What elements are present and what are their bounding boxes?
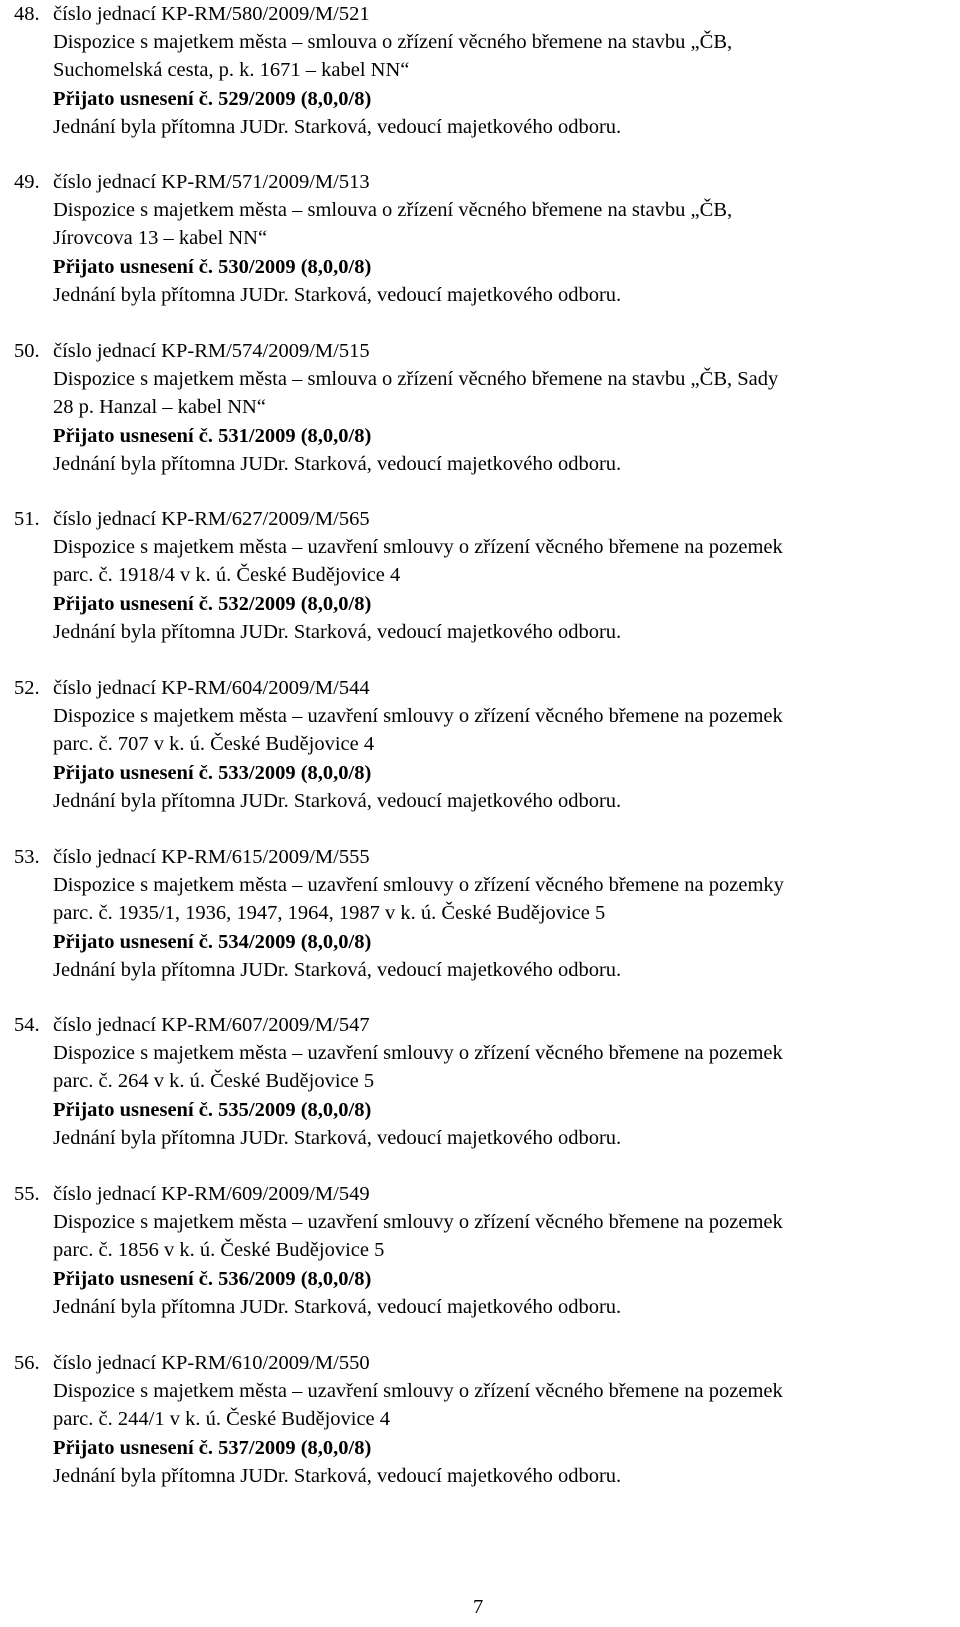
resolution-value: 535/2009 (8,0,0/8) [218, 1098, 372, 1121]
resolution-value: 534/2009 (8,0,0/8) [218, 930, 372, 953]
item-description-line: Dispozice s majetkem města – smlouva o zřízení věcného břemene na stavbu „ČB, [53, 31, 733, 54]
resolution-value: 537/2009 (8,0,0/8) [218, 1436, 372, 1459]
item-description-line: Dispozice s majetkem města – uzavření smlouvy o zřízení věcného břemene na pozemek [53, 1042, 783, 1065]
item-number: 48. [14, 3, 40, 25]
attendance-note: Jednání byla přítomna JUDr. Starková, vedoucí majetkového odboru. [53, 452, 622, 475]
resolution-label: Přijato usnesení č. [53, 930, 213, 953]
item-description-line: Dispozice s majetkem města – uzavření smlouvy o zřízení věcného břemene na pozemek [53, 1380, 783, 1403]
resolution-line [53, 590, 958, 618]
reference-number: číslo jednací KP-RM/607/2009/M/547 [53, 1014, 370, 1036]
resolution-label: Přijato usnesení č. [53, 255, 213, 278]
reference-number: číslo jednací KP-RM/627/2009/M/565 [53, 508, 370, 530]
item-description-line: parc. č. 244/1 v k. ú. České Budějovice 4 [53, 1408, 391, 1431]
resolution-line [53, 928, 958, 956]
attendance-note: Jednání byla přítomna JUDr. Starková, vedoucí majetkového odboru. [53, 1464, 622, 1487]
resolution-line [53, 1265, 958, 1293]
item-description-line: Dispozice s majetkem města – smlouva o zřízení věcného břemene na stavbu „ČB, [53, 199, 733, 222]
attendance-note: Jednání byla přítomna JUDr. Starková, vedoucí majetkového odboru. [53, 789, 622, 812]
attendance-note: Jednání byla přítomna JUDr. Starková, vedoucí majetkového odboru. [53, 1295, 622, 1318]
reference-number: číslo jednací KP-RM/609/2009/M/549 [53, 1183, 370, 1205]
resolution-value: 533/2009 (8,0,0/8) [218, 761, 372, 784]
item-description-line: Dispozice s majetkem města – uzavření smlouvy o zřízení věcného břemene na pozemek [53, 536, 783, 559]
resolution-line [53, 85, 958, 113]
item-description-line: Dispozice s majetkem města – uzavření smlouvy o zřízení věcného břemene na pozemek [53, 1211, 783, 1234]
attendance-note: Jednání byla přítomna JUDr. Starková, vedoucí majetkového odboru. [53, 620, 622, 643]
attendance-note: Jednání byla přítomna JUDr. Starková, vedoucí majetkového odboru. [53, 1126, 622, 1149]
resolution-label: Přijato usnesení č. [53, 761, 213, 784]
item-description-line: Dispozice s majetkem města – smlouva o zřízení věcného břemene na stavbu „ČB, Sady [53, 368, 779, 391]
item-description-line: parc. č. 707 v k. ú. České Budějovice 4 [53, 733, 375, 756]
resolution-line [53, 759, 958, 787]
resolution-line [53, 1096, 958, 1124]
item-number: 51. [14, 508, 40, 530]
resolution-value: 529/2009 (8,0,0/8) [218, 87, 372, 110]
item-description-line: Dispozice s majetkem města – uzavření smlouvy o zřízení věcného břemene na pozemek [53, 705, 783, 728]
resolution-label: Přijato usnesení č. [53, 592, 213, 615]
resolution-label: Přijato usnesení č. [53, 1098, 213, 1121]
reference-number: číslo jednací KP-RM/615/2009/M/555 [53, 846, 370, 868]
item-number: 55. [14, 1183, 40, 1205]
page-number: 7 [473, 1596, 484, 1618]
item-description-line: Suchomelská cesta, p. k. 1671 – kabel NN“ [53, 59, 410, 82]
resolution-value: 530/2009 (8,0,0/8) [218, 255, 372, 278]
item-number: 54. [14, 1014, 40, 1036]
item-description-line: parc. č. 1935/1, 1936, 1947, 1964, 1987 v k. ú. České Budějovice 5 [53, 902, 606, 925]
reference-number: číslo jednací KP-RM/580/2009/M/521 [53, 3, 370, 25]
item-number: 52. [14, 677, 40, 699]
resolution-value: 536/2009 (8,0,0/8) [218, 1267, 372, 1290]
resolution-value: 532/2009 (8,0,0/8) [218, 592, 372, 615]
reference-number: číslo jednací KP-RM/604/2009/M/544 [53, 677, 370, 699]
reference-number: číslo jednací KP-RM/574/2009/M/515 [53, 340, 370, 362]
resolution-label: Přijato usnesení č. [53, 1436, 213, 1459]
item-number: 53. [14, 846, 40, 868]
reference-number: číslo jednací KP-RM/571/2009/M/513 [53, 171, 370, 193]
resolution-value: 531/2009 (8,0,0/8) [218, 424, 372, 447]
item-number: 49. [14, 171, 40, 193]
resolution-label: Přijato usnesení č. [53, 87, 213, 110]
attendance-note: Jednání byla přítomna JUDr. Starková, vedoucí majetkového odboru. [53, 283, 622, 306]
resolution-label: Přijato usnesení č. [53, 1267, 213, 1290]
item-description-line: parc. č. 1856 v k. ú. České Budějovice 5 [53, 1239, 385, 1262]
attendance-note: Jednání byla přítomna JUDr. Starková, vedoucí majetkového odboru. [53, 115, 622, 138]
attendance-note: Jednání byla přítomna JUDr. Starková, vedoucí majetkového odboru. [53, 958, 622, 981]
resolution-line [53, 1434, 958, 1462]
item-description-line: Dispozice s majetkem města – uzavření smlouvy o zřízení věcného břemene na pozemky [53, 874, 784, 897]
resolution-line [53, 422, 958, 450]
item-description-line: Jírovcova 13 – kabel NN“ [53, 227, 268, 250]
item-description-line: parc. č. 1918/4 v k. ú. České Budějovice 4 [53, 564, 401, 587]
resolution-label: Přijato usnesení č. [53, 424, 213, 447]
item-description-line: parc. č. 264 v k. ú. České Budějovice 5 [53, 1070, 375, 1093]
item-number: 56. [14, 1352, 40, 1374]
item-description-line: 28 p. Hanzal – kabel NN“ [53, 396, 266, 419]
resolution-line [53, 253, 958, 281]
reference-number: číslo jednací KP-RM/610/2009/M/550 [53, 1352, 370, 1374]
item-number: 50. [14, 340, 40, 362]
